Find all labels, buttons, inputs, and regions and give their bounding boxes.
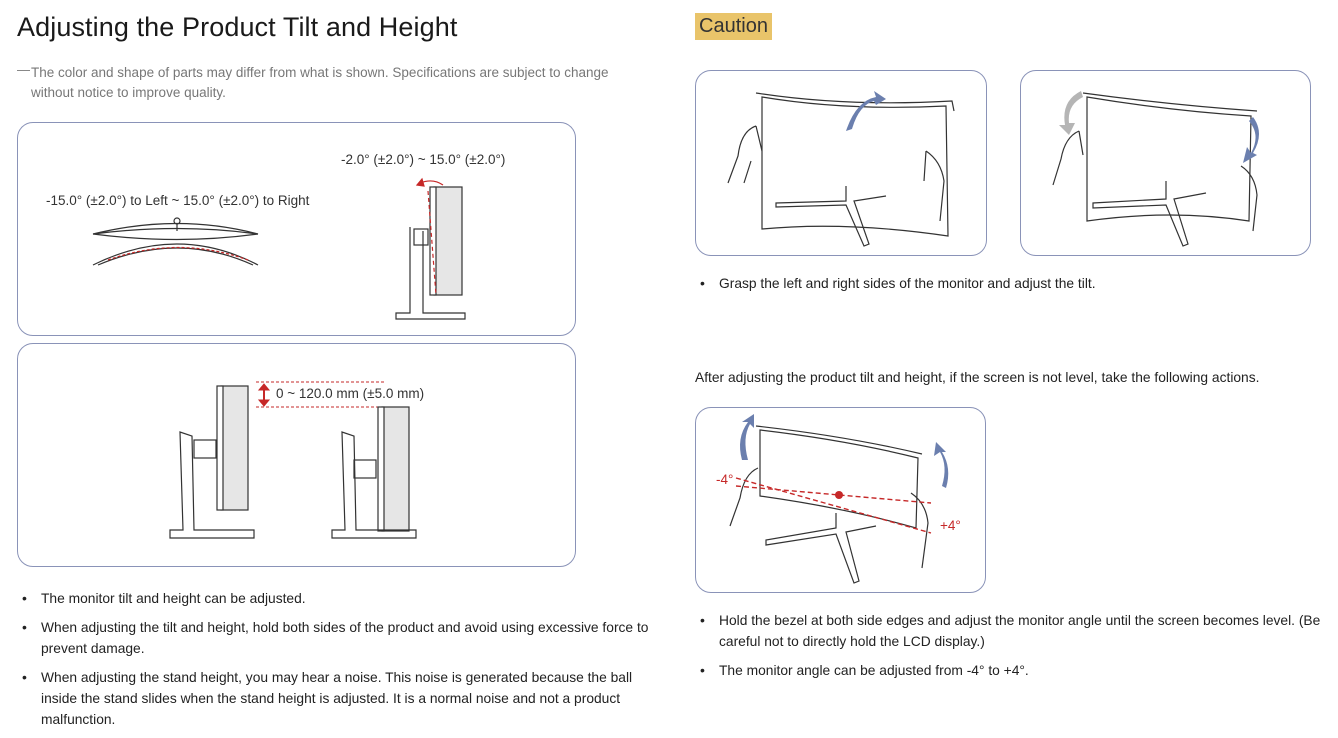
caution-bullet-list — [695, 273, 1325, 302]
figure-grasp-tilt-rotate — [1020, 70, 1311, 256]
figure-grasp-tilt-front — [695, 70, 987, 256]
tilt-monitor-drawing — [396, 179, 465, 319]
angle-plus-label: +4° — [940, 518, 961, 533]
level-adjust-illustration — [696, 408, 987, 594]
swivel-monitor-drawing — [93, 218, 258, 265]
tilt-range-label: -2.0° (±2.0°) ~ 15.0° (±2.0°) — [341, 152, 506, 167]
note-dash: — — [17, 62, 30, 77]
caution-heading: Caution — [695, 13, 772, 40]
level-bullet-list — [695, 610, 1325, 689]
monitor-raised-drawing — [170, 386, 254, 538]
swivel-tilt-illustration — [18, 123, 577, 337]
left-bullet-list — [17, 588, 657, 738]
grasp-tilt-illustration-1 — [696, 71, 988, 257]
height-range-label: 0 ~ 120.0 mm (±5.0 mm) — [276, 386, 425, 401]
figure-level-adjust — [695, 407, 986, 593]
level-intro-text: After adjusting the product tilt and height, if the screen is not level, take the following actions. — [695, 370, 1260, 385]
figure-height — [17, 343, 576, 567]
monitor-lowered-drawing — [332, 407, 416, 538]
angle-minus-label: -4° — [716, 472, 734, 487]
list-item: • The monitor angle can be adjusted from -4° to +4°. — [695, 660, 1325, 681]
height-arrow — [256, 382, 384, 407]
page-title: Adjusting the Product Tilt and Height — [17, 12, 458, 42]
list-item: • The monitor tilt and height can be adjusted. — [17, 588, 657, 609]
note-text: The color and shape of parts may differ from what is shown. Specifications are subject to change without notice to improve quality. — [31, 65, 609, 100]
grasp-tilt-illustration-2 — [1021, 71, 1312, 257]
figure-swivel-tilt — [17, 122, 576, 336]
height-illustration — [18, 344, 577, 568]
swivel-range-label: -15.0° (±2.0°) to Left ~ 15.0° (±2.0°) to Right — [46, 193, 310, 208]
list-item: • Hold the bezel at both side edges and adjust the monitor angle until the screen becomes level. (Be careful not to directly hold the LCD display.) — [695, 610, 1325, 652]
list-item: • When adjusting the stand height, you may hear a noise. This noise is generated because the ball inside the stand slides when the stand height is adjusted. It is a normal noise and not a product malfunction. — [17, 667, 657, 730]
list-item: • Grasp the left and right sides of the monitor and adjust the tilt. — [695, 273, 1325, 294]
list-item: • When adjusting the tilt and height, hold both sides of the product and avoid using excessive force to prevent damage. — [17, 617, 657, 659]
